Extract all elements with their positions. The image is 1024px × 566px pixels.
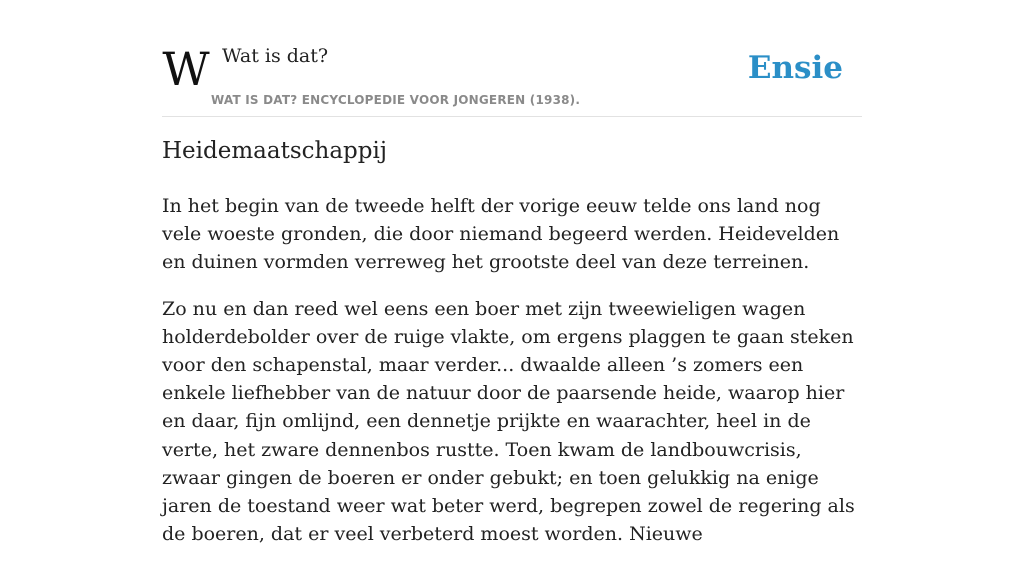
header xyxy=(162,0,862,117)
source-label[interactable]: WAT IS DAT? ENCYCLOPEDIE VOOR JONGEREN (1938). xyxy=(211,93,581,107)
article-body xyxy=(162,192,862,566)
article-paragraph: In het begin van de tweede helft der vorige eeuw telde ons land nog vele woeste gronden, die door niemand begeerd werden. Heidevelden en duinen vormden verreweg het grootste deel van deze terreinen. xyxy=(162,195,840,274)
site-title[interactable]: Wat is dat? xyxy=(222,45,329,67)
svg-text:W: W xyxy=(162,42,210,96)
brand-logo[interactable]: Ensie xyxy=(747,50,843,86)
article-paragraph: Zo nu en dan reed wel eens een boer met zijn tweewieligen wagen holderdebolder over de ruige vlakte, om ergens plaggen te gaan steken voor den schapenstal, maar verder... dwaalde alleen ’s zomers een enkele liefhebber van de natuur door de paarsende heide, waarop hier en daar, fijn omlijnd, een dennetje prijkte en waarachter, heel in de verte, het zware dennenbos rustte. Toen kwam de landbouwcrisis, zwaar gingen de boeren er onder gebukt; en toen gelukkig na enige jaren de toestand weer wat beter werd, begrepen zowel de regering als de boeren, dat er veel verbeterd moest worden. Nieuwe xyxy=(162,297,855,546)
article-title: Heidemaatschappij xyxy=(162,138,387,164)
wikipedia-w-icon[interactable] xyxy=(162,42,210,96)
